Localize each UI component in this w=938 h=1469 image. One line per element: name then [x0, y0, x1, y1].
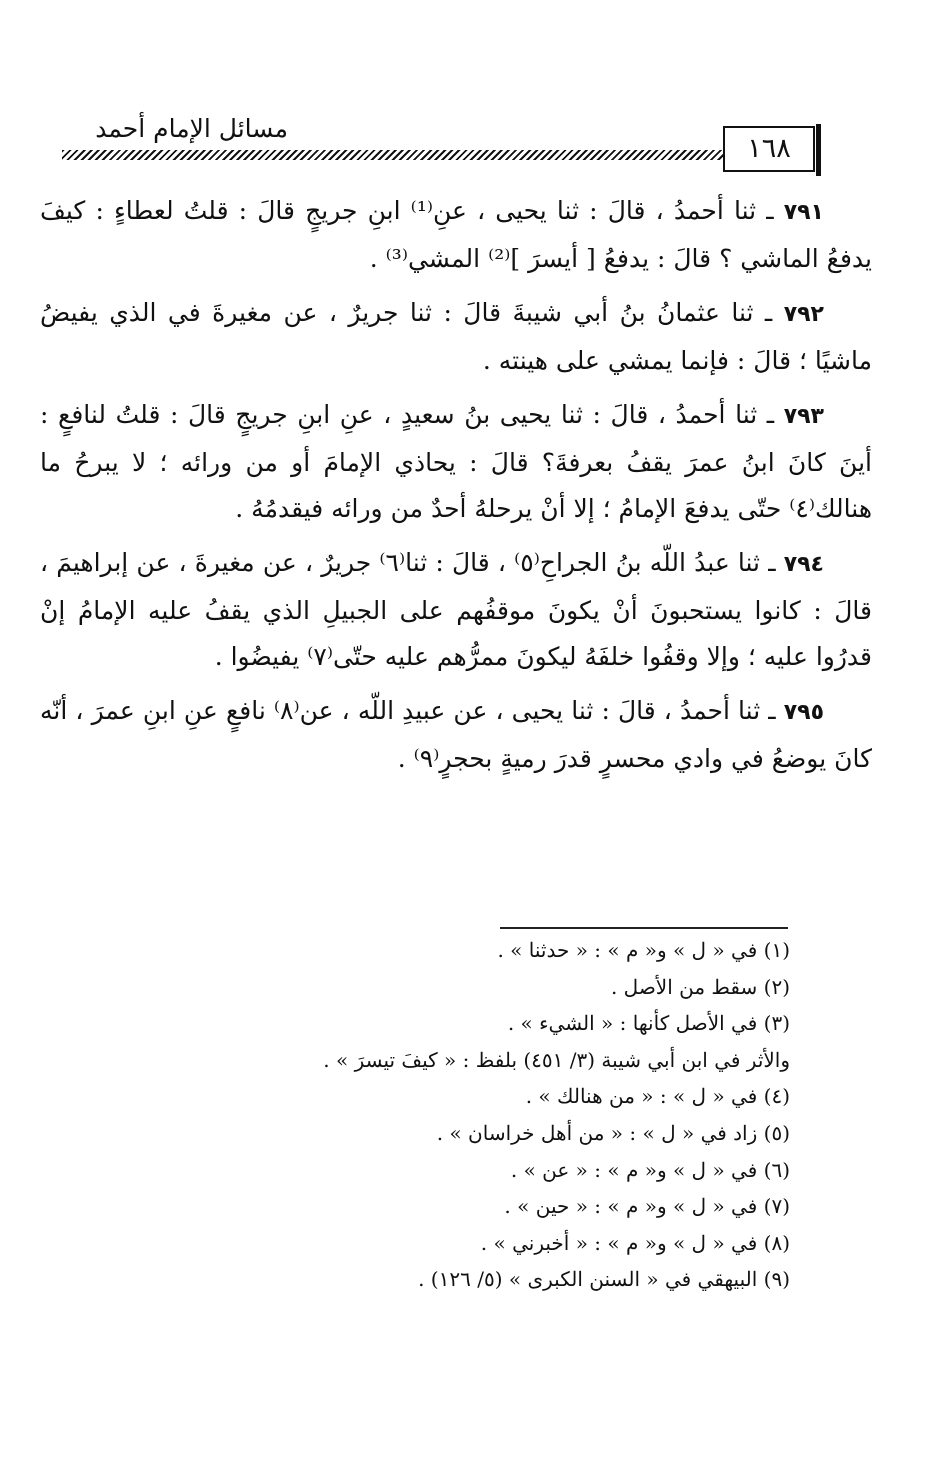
item-number: ٧٩٣: [783, 404, 824, 429]
footnote-2: (٢) سقط من الأصل .: [610, 974, 790, 999]
paragraph-792: [40, 290, 872, 384]
paragraph-text: ـ ثنا عبدُ اللّه بنُ الجراحِ⁽٥⁾ ، قالَ : ثنا⁽٦⁾ جريرٌ ، عن مغيرةَ ، عن إبراهيمَ ، قالَ : كانوا يستحبونَ أنْ يكونَ موقفُهم على الجبيلِ الذي يقفُ عليه الإمامُ إنْ قدرُوا عليه ؛ وإلا وقفُوا خلفَهُ ليكونَ ممرُّهم عليه حتّى⁽٧⁾ يفيضُوا .: [40, 548, 872, 671]
paragraph-795: [40, 688, 872, 782]
footnote-1: (١) في « ل » و« م » : « حدثنا » .: [497, 938, 790, 962]
footnote-4: (٤) في « ل » : « من هنالك » .: [525, 1084, 790, 1109]
footnote-5: (٥) زاد في « ل » : « من أهل خراسان » .: [436, 1120, 790, 1145]
footnote-3-continuation: والأثر في ابن أبي شيبة (٣/ ٤٥١) بلفظ : « كيفَ تيسرَ » .: [323, 1047, 790, 1072]
item-number: ٧٩١: [783, 200, 824, 225]
page-number: ١٦٨: [723, 126, 815, 172]
paragraph-text: ـ ثنا عثمانُ بنُ أبي شيبةَ قالَ : ثنا جريرٌ ، عن مغيرةَ في الذي يفيضُ ماشيًا ؛ قالَ : فإنما يمشي على هينته .: [40, 298, 872, 375]
footnote-8: (٨) في « ل » و« م » : « أخبرني » .: [480, 1230, 790, 1255]
footnote-3: (٣) في الأصل كأنها : « الشيء » .: [507, 1011, 790, 1036]
item-number: ٧٩٥: [783, 700, 825, 725]
main-text: [40, 188, 872, 790]
footnote-9: (٩) البيهقي في « السنن الكبرى » (٥/ ١٢٦) .: [418, 1267, 790, 1292]
paragraph-text: ـ ثنا أحمدُ ، قالَ : ثنا يحيى بنُ سعيدٍ ، عنِ ابنِ جريجٍ قالَ : قلتُ لنافعٍ : أينَ كانَ ابنُ عمرَ يقفُ بعرفةَ؟ قالَ : يحاذي الإمامَ أو من ورائه ؛ لا يبرحُ ما هنالك⁽٤⁾ حتّى يدفعَ الإمامُ ؛ إلا أنْ يرحلهُ أحدٌ من ورائه فيقدمُهُ .: [40, 400, 872, 523]
header-decorative-rule: [62, 150, 724, 160]
paragraph-text: ـ ثنا أحمدُ ، قالَ : ثنا يحيى ، عن عبيدِ اللّه ، عن⁽٨⁾ نافعٍ عنِ ابنِ عمرَ ، أنّه كانَ يوضعُ في وادي محسرٍ قدرَ رميةٍ بحجرٍ⁽٩⁾ .: [40, 696, 872, 773]
footnote-6: (٦) في « ل » و« م » : « عن » .: [510, 1157, 790, 1182]
footnote-7: (٧) في « ل » و« م » : « حين » .: [504, 1194, 790, 1219]
item-number: ٧٩٤: [783, 552, 824, 577]
paragraph-text: ـ ثنا أحمدُ ، قالَ : ثنا يحيى ، عنِ⁽¹⁾ ابنِ جريجٍ قالَ : قلتُ لعطاءٍ : كيفَ يدفعُ الماشي ؟ قالَ : يدفعُ [ أيسرَ ]⁽²⁾ المشي⁽³⁾ .: [40, 196, 872, 273]
footnotes: [150, 932, 790, 1298]
paragraph-791: [40, 188, 872, 282]
paragraph-794: [40, 540, 872, 680]
item-number: ٧٩٢: [783, 302, 824, 327]
footnote-separator: [500, 927, 788, 929]
paragraph-793: [40, 392, 872, 532]
running-header-title: مسائل الإمام أحمد: [95, 114, 288, 143]
